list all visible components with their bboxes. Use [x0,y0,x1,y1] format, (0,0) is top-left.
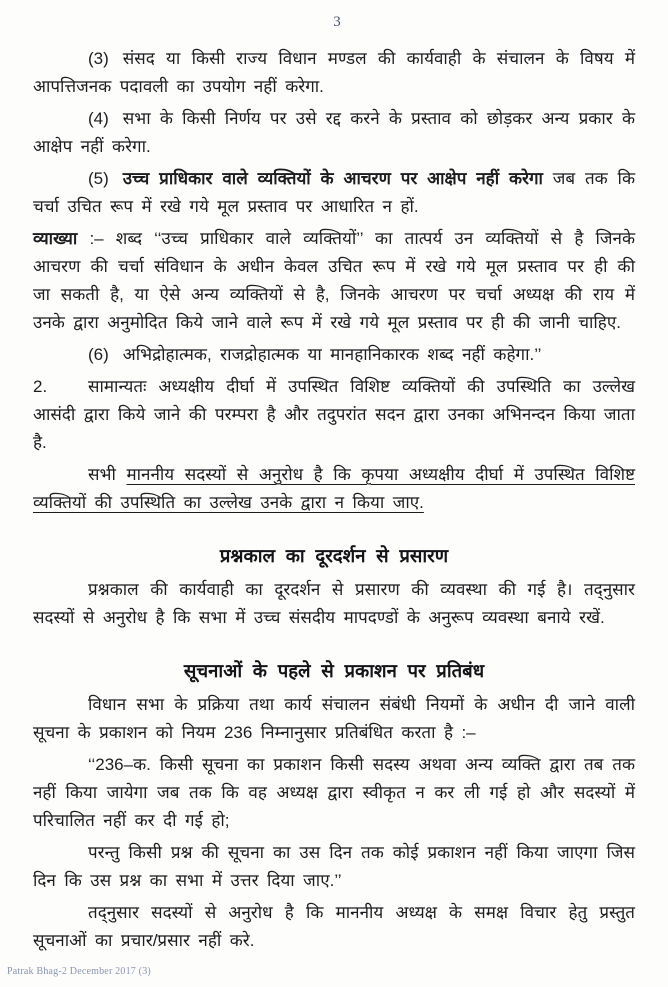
item-2-number: 2. [33,377,48,396]
clause-3-number: (3) [88,49,109,68]
clause-4-paragraph [33,105,635,161]
section-heading-doordarshan: प्रश्नकाल का दूरदर्शन से प्रसारण [219,545,449,566]
section-heading-publication-restriction: सूचनाओं के पहले से प्रकाशन पर प्रतिबंध [183,660,485,681]
clause-5-number: (5) [88,169,109,188]
clause-5-bold-text: उच्च प्राधिकार वाले व्यक्तियों के आचरण पर आक्षेप नहीं करेगा [122,169,543,188]
publication-intro-paragraph: विधान सभा के प्रक्रिया तथा कार्य संचालन संबंधी नियमों के अधीन दी जाने वाली सूचना के प्रकाशन को नियम 236 निम्नानुसार प्रतिबंधित करता है :– [33,695,635,742]
request-paragraph [33,461,635,517]
clause-5-rest-text: जब तक कि चर्चा उचित रूप में रखे गये मूल प्रस्ताव पर आधारित न हों. [33,169,636,216]
request-lead-text: सभी [88,465,127,484]
vyakhya-text: :– शब्द ‘‘उच्च प्राधिकार वाले व्यक्तियों’’ का तात्पर्य उन व्यक्तियों से है जिनके आचरण की चर्चा संविधान के अधीन केवल उचित रूप में रखे गये मूल प्रस्ताव पर ही की जा सकती है, या ऐसे अन्य व्यक्तियों से है, जिनके आचरण पर चर्चा अध्यक्ष की राय में उनके द्वारा अनुमोदित किये जाने वाले रूप में रखे गये मूल प्रस्ताव पर ही की जानी चाहिए. [33,229,635,332]
doordarshan-paragraph: प्रश्नकाल की कार्यवाही का दूरदर्शन से प्रसारण की व्यवस्था की गई है। तद्नुसार सदस्यों से अनुरोध है कि सभा में उच्च संसदीय मापदण्डों के अनुरूप व्यवस्था बनाये रखें. [33,580,635,627]
closing-request-paragraph: तद्नुसार सदस्यों से अनुरोध है कि माननीय अध्यक्ष के समक्ष विचार हेतु प्रस्तुत सूचनाओं का प्रचार/प्रसार नहीं करे. [33,903,635,950]
rule-236a-proviso-paragraph: परन्तु किसी प्रश्न की सूचना का उस दिन तक कोई प्रकाशन नहीं किया जाएगा जिस दिन कि उस प्रश्न का सभा में उत्तर दिया जाए.’’ [33,843,635,890]
clause-3-paragraph [33,45,635,101]
page-number: 3 [333,14,341,30]
clause-6-number: (6) [88,345,109,364]
clause-6-paragraph [33,341,635,369]
item-2-paragraph [33,373,635,457]
clause-3-text: संसद या किसी राज्य विधान मण्डल की कार्यवाही के संचालन के विषय में आपत्तिजनक पदावली का उपयोग नहीं करेगा. [33,49,635,96]
print-footer: Patrak Bhag-2 December 2017 (3) [7,966,151,977]
vyakhya-label: व्याख्या [33,229,78,248]
clause-4-number: (4) [88,109,109,128]
rule-236a-paragraph: ‘‘236–क. किसी सूचना का प्रकाशन किसी सदस्य अथवा अन्य व्यक्ति द्वारा तब तक नहीं किया जायेगा जब तक कि वह अध्यक्ष द्वारा स्वीकृत न कर ली गई हो और सदस्यों में परिचालित नहीं कर दी गई हो; [33,755,635,830]
clause-6-text: अभिद्रोहात्मक, राजद्रोहात्मक या मानहानिकारक शब्द नहीं कहेगा.’’ [122,345,542,364]
item-2-text: सामान्यतः अध्यक्षीय दीर्घा में उपस्थित विशिष्ट व्यक्तियों की उपस्थिति का उल्लेख आसंदी द्वारा किये जाने की परम्परा है और तदुपरांत सदन द्वारा उनका अभिनन्दन किया जाता है. [33,377,635,452]
request-underlined-text: माननीय सदस्यों से अनुरोध है कि कृपया अध्यक्षीय दीर्घा में उपस्थित विशिष्ट व्यक्तियों की उपस्थिति का उल्लेख उनके द्वारा न किया जाए. [33,465,636,512]
clause-4-text: सभा के किसी निर्णय पर उसे रद्द करने के प्रस्ताव को छोड़कर अन्य प्रकार के आक्षेप नहीं करेगा. [33,109,635,156]
vyakhya-paragraph [33,225,635,337]
clause-5-paragraph [33,165,635,221]
